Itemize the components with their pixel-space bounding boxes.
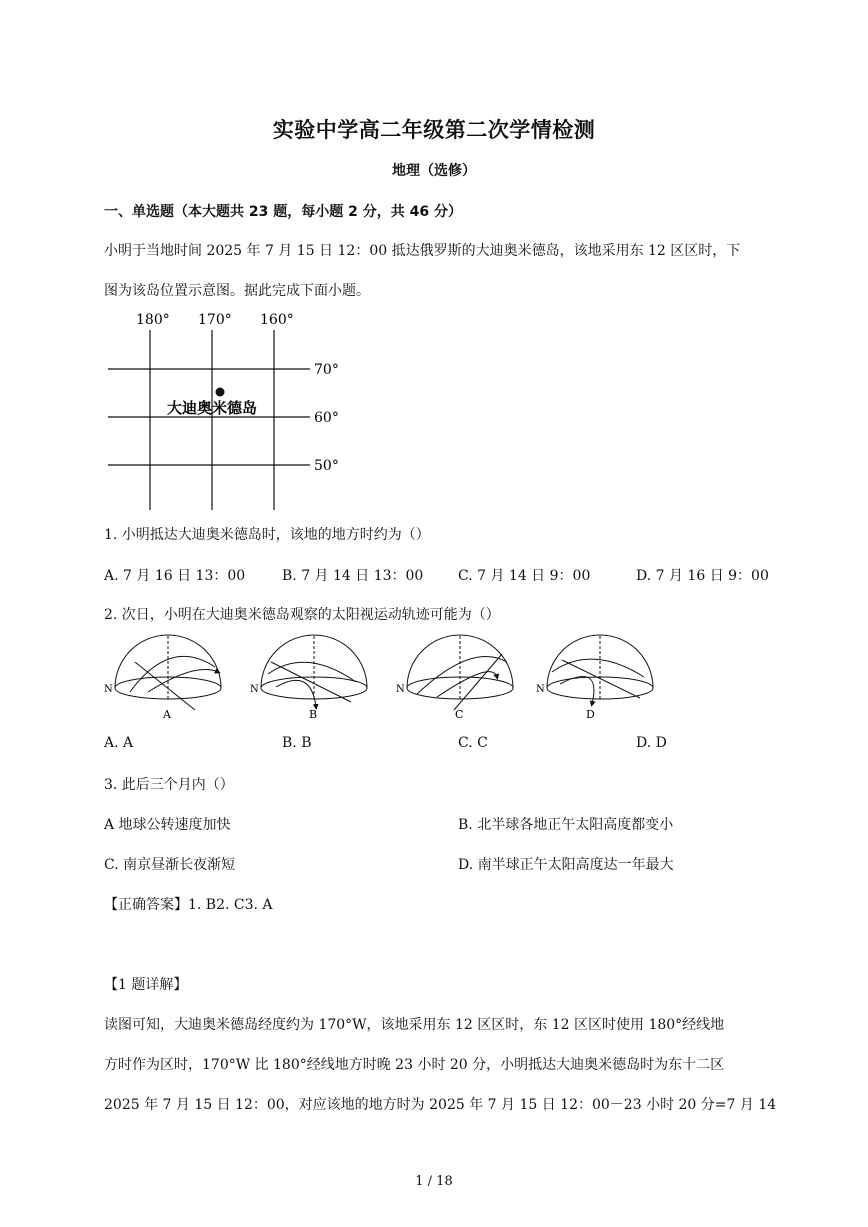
island-marker — [216, 388, 225, 397]
north-label-a: N — [104, 684, 113, 695]
sun-path-diagram-a — [115, 635, 221, 710]
q2-option-d[interactable]: D. D — [636, 735, 667, 751]
q1-stem: 1. 小明抵达大迪奥米德岛时，该地的地方时约为（） — [104, 527, 430, 543]
q2-option-b[interactable]: B. B — [282, 735, 312, 751]
north-label-d: N — [536, 684, 545, 695]
q2-option-a[interactable]: A. A — [104, 735, 134, 751]
lon-label-160: 160° — [260, 312, 294, 328]
lat-label-50: 50° — [314, 458, 339, 474]
explain-line-1: 读图可知，大迪奥米德岛经度约为 170°W，该地采用东 12 区区时，东 12 区区时使用 180°经线地 — [104, 1017, 725, 1033]
q1-option-a[interactable]: A. 7 月 16 日 13：00 — [104, 568, 246, 584]
q2-option-c[interactable]: C. C — [458, 735, 488, 751]
q1-option-b[interactable]: B. 7 月 14 日 13：00 — [282, 568, 424, 584]
q2-stem: 2. 次日，小明在大迪奥米德岛观察的太阳视运动轨迹可能为（） — [104, 607, 500, 623]
lon-label-170: 170° — [198, 312, 232, 328]
lat-label-60: 60° — [314, 410, 339, 426]
q1-option-c[interactable]: C. 7 月 14 日 9：00 — [458, 568, 591, 584]
page-title: 实验中学高二年级第二次学情检测 — [272, 118, 596, 142]
q3-option-c[interactable]: C. 南京昼渐长夜渐短 — [104, 857, 236, 873]
diagram-label-d: D — [586, 708, 595, 721]
explain-line-3: 2025 年 7 月 15 日 12：00，对应该地的地方时为 2025 年 7 月 15 日 12：00－23 小时 20 分=7 月 14 — [104, 1097, 777, 1113]
explain-line-2: 方时作为区时，170°W 比 180°经线地方时晚 23 小时 20 分，小明抵达大迪奥米德岛时为东十二区 — [104, 1057, 725, 1073]
diagram-label-a: A — [163, 708, 171, 721]
page-number: 1 / 18 — [415, 1174, 453, 1189]
lat-label-70: 70° — [314, 362, 339, 378]
q1-option-d[interactable]: D. 7 月 16 日 9：00 — [636, 568, 769, 584]
diagram-label-c: C — [455, 708, 464, 721]
intro-line-2: 图为该岛位置示意图。据此完成下面小题。 — [104, 283, 370, 299]
sun-path-diagram-d — [547, 635, 653, 704]
north-label-c: N — [396, 684, 405, 695]
q3-stem: 3. 此后三个月内（） — [104, 777, 234, 793]
q3-option-a[interactable]: A 地球公转速度加快 — [104, 817, 231, 833]
sun-path-diagram-c — [407, 635, 513, 710]
north-label-b: N — [250, 684, 259, 695]
q3-option-b[interactable]: B. 北半球各地正午太阳高度都变小 — [458, 817, 674, 833]
diagram-label-b: B — [309, 708, 318, 721]
explain-heading: 【1 题详解】 — [104, 977, 188, 993]
island-label: 大迪奥米德岛 — [167, 399, 258, 417]
lon-label-180: 180° — [136, 312, 170, 328]
sun-path-diagram-b — [261, 635, 367, 707]
sun-path-diagrams — [100, 632, 660, 724]
intro-line-1: 小明于当地时间 2025 年 7 月 15 日 12：00 抵达俄罗斯的大迪奥米德岛，该地采用东 12 区区时，下 — [104, 243, 741, 259]
section-heading: 一、单选题（本大题共 23 题，每小题 2 分，共 46 分） — [104, 204, 462, 220]
island-location-map — [100, 305, 360, 515]
q3-option-d[interactable]: D. 南半球正午太阳高度达一年最大 — [458, 857, 674, 873]
page-subtitle: 地理（选修） — [392, 163, 476, 179]
correct-answer: 【正确答案】1. B2. C3. A — [104, 897, 273, 913]
